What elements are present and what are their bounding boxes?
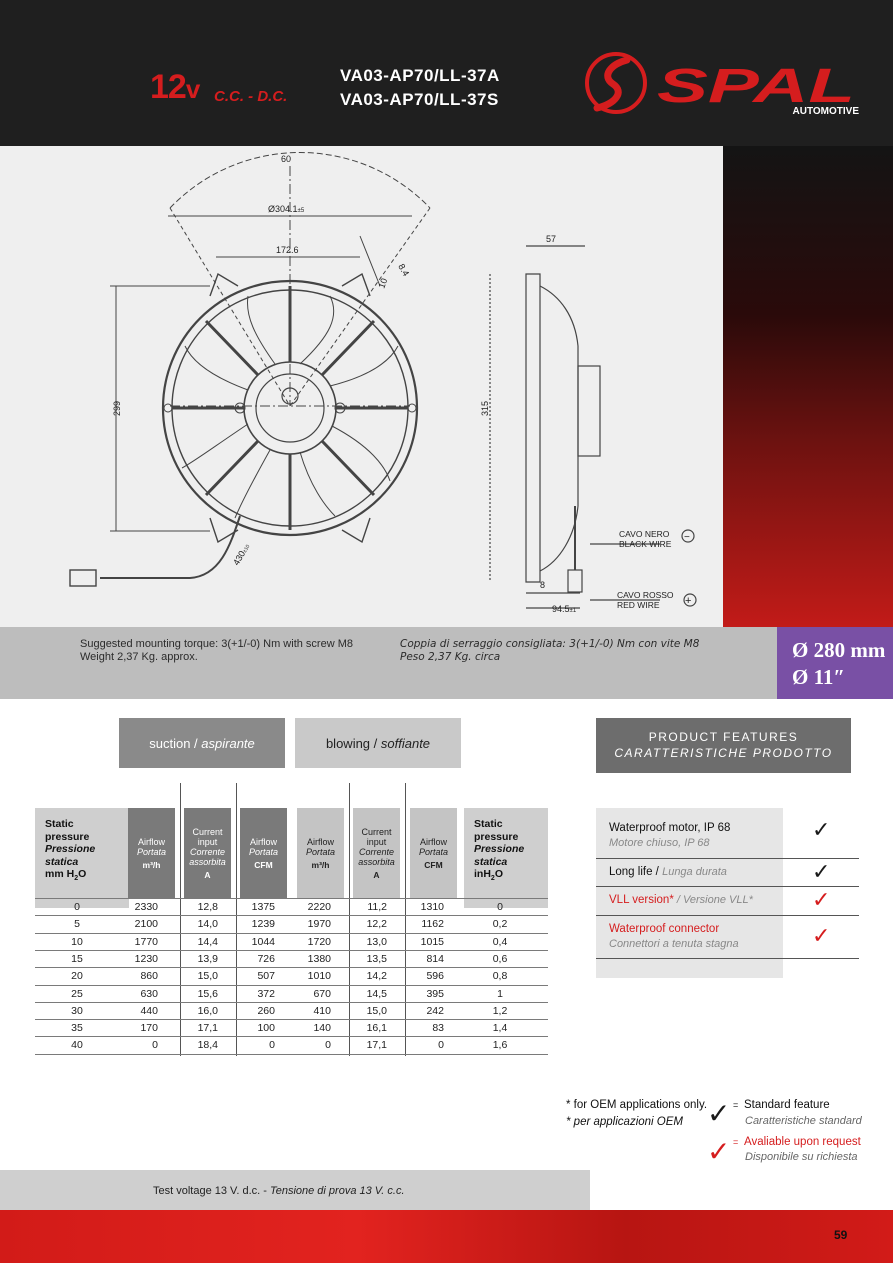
plus-sign: + <box>685 595 692 607</box>
dim-315: 315 <box>480 400 490 416</box>
table-cell: 1 <box>497 987 503 1000</box>
suction-header: suction / aspirante <box>119 718 285 768</box>
product-features-header <box>596 718 851 773</box>
table-cell: 16,0 <box>197 1004 218 1017</box>
table-cell: 1310 <box>420 901 444 913</box>
standard-check-icon: ✓ <box>707 1097 731 1130</box>
logo-wordmark: SPAL <box>657 60 855 113</box>
col-static-pressure-mm: Static pressure Pressione statica mm $H_2O$ <box>35 808 129 908</box>
table-cell: 15,0 <box>366 1004 387 1017</box>
test-voltage-note: Test voltage 13 V. d.c. - Tensione di prova 13 V. c.c. <box>153 1185 405 1197</box>
table-cell: 170 <box>140 1022 158 1035</box>
request-check-icon: ✓ <box>707 1135 731 1168</box>
table-cell: 13,5 <box>366 952 387 965</box>
fan-size-badge <box>777 627 893 699</box>
table-cell: 1162 <box>421 918 444 931</box>
table-cell: 670 <box>313 987 331 1000</box>
table-cell: 2330 <box>134 901 158 913</box>
legend-standard-en: Standard feature <box>744 1099 830 1111</box>
table-cell: 13,0 <box>366 935 387 948</box>
table-cell: 1239 <box>251 918 275 931</box>
table-cell: 14,0 <box>197 918 218 931</box>
check-icon: ✓ <box>812 860 831 885</box>
legend-request-en: Avaliable upon request <box>744 1136 861 1148</box>
table-cell: 0,4 <box>492 935 508 948</box>
table-cell: 17,1 <box>197 1022 218 1035</box>
table-cell: 0 <box>269 1039 275 1052</box>
blowing-header: blowing / soffiante <box>295 718 461 768</box>
table-cell: 40 <box>71 1039 83 1052</box>
table-cell: 30 <box>71 1004 83 1017</box>
check-red-icon: ✓ <box>812 924 831 949</box>
table-cell: 0 <box>438 1039 444 1052</box>
table-cell: 1,2 <box>492 1004 508 1017</box>
table-cell: 630 <box>140 987 158 1000</box>
dim-angle: 60 <box>281 154 292 164</box>
dim-299: 299 <box>112 400 122 416</box>
table-cell: 860 <box>140 970 158 983</box>
col-blowing-airflow-m3h: Airflow Portata m³/h <box>297 808 344 898</box>
table-row-line <box>35 915 548 916</box>
table-cell: 1230 <box>134 952 158 965</box>
legend-standard-it: Caratteristiche standard <box>745 1115 862 1127</box>
table-cell: 1010 <box>307 970 331 983</box>
torque-en: Suggested mounting torque: 3(+1/-0) Nm with screw M8 <box>80 638 353 650</box>
table-cell: 16,1 <box>366 1022 387 1035</box>
table-row-line <box>35 1036 548 1037</box>
table-cell: 395 <box>426 987 444 1000</box>
tab-top-right <box>342 274 370 296</box>
table-cell: 12,2 <box>366 918 387 931</box>
check-icon: ✓ <box>812 818 831 843</box>
table-cell: 10 <box>71 935 83 948</box>
col-suction-cfm: Airflow Portata CFM <box>240 808 287 898</box>
feature-waterproof-motor: Waterproof motor, IP 68 <box>609 822 731 834</box>
table-cell: 0,2 <box>492 918 508 931</box>
black-wire-en: BLACK WIRE <box>619 539 672 549</box>
table-row-line <box>35 967 548 968</box>
size-mm: Ø 280 mm <box>792 638 886 662</box>
mounting-info-en <box>80 638 353 664</box>
legend-equals: = <box>733 1100 739 1110</box>
table-cell: 814 <box>426 952 444 965</box>
features-title-en: PRODUCT FEATURES <box>648 730 799 744</box>
feature-divider <box>596 858 859 859</box>
decorative-side-panel <box>723 146 893 627</box>
table-cell: 0,8 <box>492 970 508 983</box>
table-cell: 15,6 <box>197 987 218 1000</box>
table-cell: 0 <box>74 901 80 913</box>
table-cell: 18,4 <box>197 1039 218 1052</box>
table-cell: 14,4 <box>197 935 218 948</box>
table-cell: 12,8 <box>197 901 218 913</box>
table-cell: 410 <box>313 1004 331 1017</box>
oem-note-it: * per applicazioni OEM <box>566 1116 683 1128</box>
fan-drawing <box>0 146 723 627</box>
cable <box>100 516 240 578</box>
mounting-info-it <box>400 638 699 664</box>
side-view-labels <box>480 234 691 614</box>
legend-request-it: Disponibile su richiesta <box>745 1151 858 1163</box>
spokes <box>172 286 408 530</box>
table-row-line <box>35 898 548 899</box>
col-suction-current: Current input Corrente assorbita A <box>184 808 231 898</box>
red-wire-en: RED WIRE <box>617 600 660 610</box>
table-cell: 14,2 <box>366 970 387 983</box>
table-cell: 440 <box>140 1004 158 1017</box>
table-row-line <box>35 1054 548 1055</box>
table-cell: 13,9 <box>197 952 218 965</box>
current-type-label: C.C. - D.C. <box>214 88 288 105</box>
torque-it: Coppia di serraggio consigliata: 3(+1/-0) Nm con vite M8 <box>400 638 700 650</box>
table-cell: 1720 <box>307 935 331 948</box>
dim-430: 430±10 <box>231 543 252 567</box>
table-cell: 1380 <box>307 952 331 965</box>
table-cell: 35 <box>71 1022 83 1035</box>
red-wire-it: CAVO ROSSO <box>617 590 674 600</box>
spal-logo <box>583 50 863 120</box>
dim-94-5: 94.5±1 <box>552 604 577 614</box>
table-cell: 1015 <box>420 935 444 948</box>
col-blowing-current: Current input Corrente assorbita A <box>353 808 400 898</box>
model-code-s: VA03-AP70/LL-37S <box>340 90 499 109</box>
connector <box>70 570 96 586</box>
table-cell: 1,6 <box>492 1039 508 1052</box>
table-cell: 1375 <box>251 901 275 913</box>
table-cell: 20 <box>71 970 83 983</box>
front-view <box>70 152 430 586</box>
col-suction-airflow-m3h: Airflow Portata m³/h <box>128 808 175 898</box>
feature-divider <box>596 958 859 959</box>
table-cell: 1970 <box>307 918 331 931</box>
table-cell: 100 <box>257 1022 275 1035</box>
table-row-line <box>35 950 548 951</box>
table-cell: 372 <box>257 987 275 1000</box>
table-cell: 140 <box>313 1022 331 1035</box>
page-number: 59 <box>834 1228 848 1242</box>
table-cell: 507 <box>257 970 275 983</box>
dim-57: 57 <box>546 234 557 244</box>
table-cell: 260 <box>257 1004 275 1017</box>
dim-diameter: Ø304.1±5 <box>268 204 305 214</box>
footer-bar <box>0 1210 893 1263</box>
weight-it: Peso 2,37 Kg. circa <box>400 651 501 663</box>
table-row-line <box>35 1002 548 1003</box>
table-cell: 17,1 <box>366 1039 387 1052</box>
table-row-line <box>35 1019 548 1020</box>
table-cell: 242 <box>426 1004 444 1017</box>
dim-8-4: 8.4 <box>396 262 412 278</box>
feature-waterproof-connector: Waterproof connector <box>609 923 720 935</box>
table-cell: 1,4 <box>492 1022 508 1035</box>
model-code-a: VA03-AP70/LL-37A <box>340 66 500 85</box>
table-cell: 0,6 <box>492 952 508 965</box>
table-row-line <box>35 985 548 986</box>
table-cell: 5 <box>74 918 80 931</box>
black-wire-it: CAVO NERO <box>619 529 670 539</box>
logo-subtitle: AUTOMOTIVE <box>792 106 859 117</box>
check-red-icon: ✓ <box>812 888 831 913</box>
table-cell: 726 <box>257 952 275 965</box>
dim-10: 10 <box>376 276 390 290</box>
table-cell: 11,2 <box>367 901 387 913</box>
oem-note-en: * for OEM applications only. <box>566 1099 708 1111</box>
feature-waterproof-motor-it: Motore chiuso, IP 68 <box>609 837 710 849</box>
feature-divider <box>596 915 859 916</box>
logo-swoosh <box>597 60 627 108</box>
table-cell: 1770 <box>134 935 158 948</box>
table-cell: 25 <box>71 987 83 1000</box>
size-inch: Ø 11″ <box>792 665 846 689</box>
table-cell: 2100 <box>134 918 158 931</box>
voltage-label: 12v <box>150 68 200 106</box>
table-row-line <box>35 933 548 934</box>
table-cell: 0 <box>152 1039 158 1052</box>
weight-en: Weight 2,37 Kg. approx. <box>80 651 198 663</box>
table-cell: 83 <box>432 1022 444 1035</box>
minus-sign: − <box>684 532 690 543</box>
features-title-it: CARATTERISTICHE PRODOTTO <box>614 746 833 760</box>
col-blowing-cfm: Airflow Portata CFM <box>410 808 457 898</box>
dim-172: 172.6 <box>276 245 299 255</box>
feature-divider <box>596 886 859 887</box>
table-cell: 0 <box>325 1039 331 1052</box>
table-cell: 596 <box>426 970 444 983</box>
table-cell: 14,5 <box>366 987 387 1000</box>
table-cell: 0 <box>497 901 503 913</box>
feature-vll-version: VLL version* / Versione VLL* <box>609 894 753 906</box>
table-cell: 15 <box>71 952 83 965</box>
col-static-pressure-in: Static pressure Pressione statica inH$_2$O <box>464 808 548 908</box>
legend-equals: = <box>733 1137 739 1147</box>
table-cell: 2220 <box>307 901 331 913</box>
dim-8: 8 <box>540 580 546 590</box>
tab-top-left <box>210 274 238 296</box>
side-view <box>490 246 696 608</box>
table-cell: 15,0 <box>197 970 218 983</box>
feature-long-life: Long life / Lunga durata <box>609 866 727 878</box>
hub-outer <box>244 362 336 454</box>
table-cell: 1044 <box>251 935 275 948</box>
feature-waterproof-connector-it: Connettori a tenuta stagna <box>609 938 739 950</box>
angle-arc <box>170 152 430 208</box>
